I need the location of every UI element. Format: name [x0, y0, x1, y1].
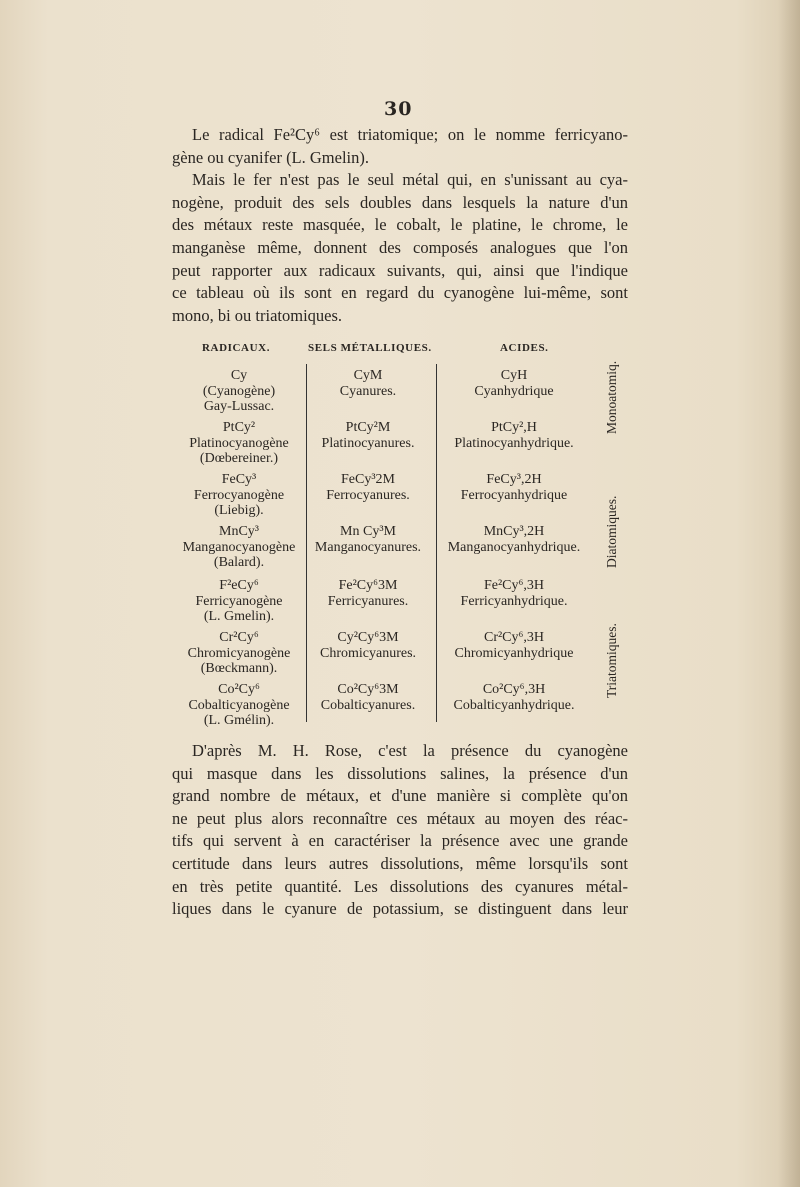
- cell-line: MnCy³,2H: [483, 524, 545, 539]
- cell-line: Chromicyanures.: [319, 645, 417, 661]
- table-cell-sel: [288, 630, 448, 661]
- table-cell-acide: [434, 630, 594, 661]
- text-line: Le radical Fe²Cy⁶ est triatomique; on le nomme ferricyano-: [192, 125, 628, 144]
- cell-line: F²eCy⁶: [219, 578, 259, 593]
- cell-line: (Liebig).: [214, 503, 264, 518]
- column-divider: [436, 364, 437, 722]
- cell-line: MnCy³: [219, 524, 259, 539]
- group-label-diatomiques: Diatomiques.: [604, 495, 619, 568]
- column-divider: [306, 364, 307, 722]
- cell-line: Manganocyanhydrique.: [447, 539, 581, 555]
- cell-line: Manganocyanogène: [182, 539, 296, 555]
- cell-line: Co²Cy⁶: [218, 682, 260, 697]
- text-line: manganèse même, donnent des composés analogues que l'on: [172, 237, 628, 257]
- cell-line: Manganocyanures.: [314, 539, 422, 555]
- text-line: qui masque dans les dissolutions salines, la présence d'un: [172, 763, 628, 783]
- cell-line: PtCy²: [222, 420, 256, 435]
- cell-line: Cobalticyanhydrique.: [453, 697, 575, 713]
- paragraph-radical: [172, 124, 628, 327]
- text-line: gène ou cyanifer (L. Gmelin).: [172, 147, 370, 167]
- table-cell-acide: [434, 578, 594, 609]
- header-acides: ACIDES.: [500, 342, 549, 354]
- text-line: ce tableau où ils sont en regard du cyanogène lui-même, sont: [172, 283, 628, 303]
- text-line: grand nombre de métaux, et d'une manière si complète qu'on: [172, 786, 628, 806]
- text-line: Mais le fer n'est pas le seul métal qui, en s'unissant au cya-: [192, 170, 628, 190]
- text-line: D'après M. H. Rose, c'est la présence du cyanogène: [192, 741, 628, 760]
- header-sels: SELS MÉTALLIQUES.: [308, 342, 432, 354]
- text-line: tifs qui servent à en caractériser la présence avec une grande: [172, 831, 628, 851]
- text-line: certitude dans leurs autres dissolutions, même lorsqu'ils sont: [172, 853, 628, 873]
- cell-line: Cobalticyanogène: [188, 697, 290, 713]
- cell-line: Cyanures.: [339, 383, 397, 399]
- text-line: liques dans le cyanure de potassium, se distinguent dans leur: [172, 899, 628, 919]
- cell-line: PtCy²,H: [491, 420, 537, 435]
- cell-line: (Cyanogène): [202, 383, 276, 399]
- table-cell-sel: [288, 420, 448, 451]
- cell-line: CyM: [353, 368, 383, 383]
- cell-line: Cr²Cy⁶,3H: [483, 630, 545, 645]
- text-line: des métaux reste masquée, le cobalt, le platine, le chrome, le: [172, 215, 628, 235]
- cell-line: (L. Gmelin).: [203, 609, 275, 624]
- table-cell-acide: [434, 368, 594, 399]
- table-cell-sel: [288, 524, 448, 555]
- cell-line: (Balard).: [213, 555, 265, 570]
- cell-line: Platinocyanhydrique.: [454, 435, 574, 451]
- cell-line: Cobalticyanures.: [320, 697, 416, 713]
- cell-line: Ferricyanogène: [195, 593, 283, 609]
- group-label-monoatomiq: Monoatomiq.: [604, 360, 619, 434]
- cell-line: Fe²Cy⁶,3H: [483, 578, 545, 593]
- table-cell-sel: [288, 578, 448, 609]
- table-cell-sel: [288, 368, 448, 399]
- cell-line: Platinocyanogène: [189, 435, 289, 451]
- table-cell-sel: [288, 682, 448, 713]
- cell-line: Ferrocyanures.: [326, 487, 410, 503]
- cell-line: Cr²Cy⁶: [219, 630, 259, 645]
- table-cell-sel: [288, 472, 448, 503]
- text-line: en très petite quantité. Les dissolutions des cyanures métal-: [172, 876, 628, 896]
- text-line: peut rapporter aux radicaux suivants, qui, ainsi que l'indique: [172, 260, 628, 280]
- cell-line: Chromicyanogène: [187, 645, 291, 661]
- table-cell-acide: [434, 472, 594, 503]
- cell-line: Platinocyanures.: [321, 435, 415, 451]
- text-line: nogène, produit des sels doubles dans lesquels la nature d'un: [172, 192, 628, 212]
- cell-line: FeCy³2M: [341, 472, 395, 487]
- cell-line: Fe²Cy⁶3M: [338, 578, 398, 593]
- cell-line: (Dœbereiner.): [199, 451, 279, 466]
- page-number: 30: [384, 98, 413, 120]
- page-edge-shadow: [778, 0, 800, 1187]
- cell-line: CyH: [500, 368, 528, 383]
- cell-line: Cyanhydrique: [474, 383, 554, 399]
- cell-line: Ferrocyanhydrique: [460, 487, 568, 503]
- cell-line: Ferricyanhydrique.: [460, 593, 568, 609]
- cell-line: FeCy³: [221, 472, 257, 487]
- cell-line: FeCy³,2H: [486, 472, 542, 487]
- table-cell-acide: [434, 420, 594, 451]
- paragraph-rose: [172, 740, 628, 921]
- group-label-triatomiques: Triatomiques.: [604, 623, 619, 698]
- cell-line: Cy: [230, 368, 248, 383]
- cell-line: Co²Cy⁶,3H: [482, 682, 546, 697]
- cell-line: Cy²Cy⁶3M: [337, 630, 399, 645]
- text-line: ne peut plus alors reconnaître ces métaux au moyen des réac-: [172, 808, 628, 828]
- cell-line: PtCy²M: [345, 420, 391, 435]
- cell-line: (Bœckmann).: [200, 661, 278, 676]
- cell-line: Ferrocyanogène: [193, 487, 285, 503]
- cell-line: (L. Gmélin).: [203, 713, 275, 728]
- table-cell-acide: [434, 682, 594, 713]
- cell-line: Gay-Lussac.: [203, 399, 275, 414]
- cell-line: Mn Cy³M: [340, 524, 396, 539]
- table-cell-acide: [434, 524, 594, 555]
- cell-line: Co²Cy⁶3M: [337, 682, 399, 697]
- header-radicaux: RADICAUX.: [202, 342, 271, 354]
- cell-line: Chromicyanhydrique: [454, 645, 574, 661]
- cell-line: Ferricyanures.: [327, 593, 409, 609]
- text-line: mono, bi ou triatomiques.: [172, 305, 343, 325]
